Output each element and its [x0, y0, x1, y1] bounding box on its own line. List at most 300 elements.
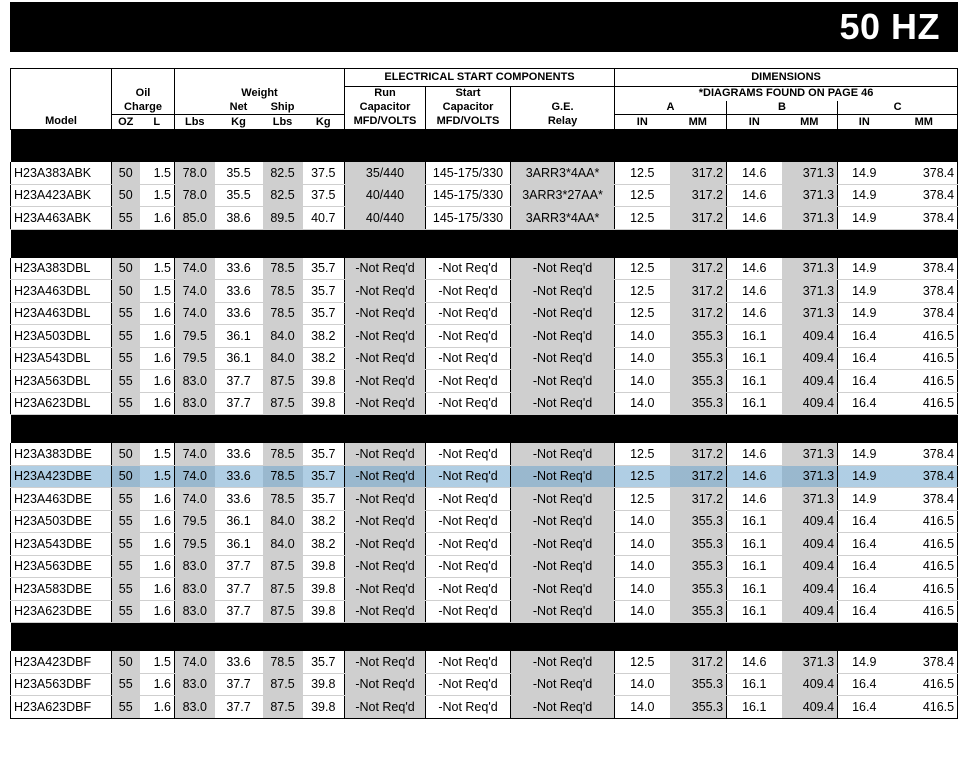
dim-c-mm-cell: 378.4 — [891, 280, 958, 303]
dim-c-header: C — [838, 101, 958, 115]
run-capacitor-cell: -Not Req'd — [345, 370, 426, 393]
dim-b-mm-cell: 409.4 — [782, 392, 838, 415]
relay-cell: -Not Req'd — [511, 347, 615, 370]
dim-c-in-cell: 14.9 — [838, 207, 891, 230]
dim-c-in-cell: 16.4 — [838, 578, 891, 601]
dim-c-in-cell: 16.4 — [838, 510, 891, 533]
oil-l-cell: 1.5 — [140, 443, 175, 465]
dim-b-mm-cell: 371.3 — [782, 465, 838, 488]
dim-b-in-cell: 16.1 — [727, 325, 782, 348]
dim-a-in-cell: 12.5 — [615, 207, 670, 230]
net-kg-cell: 38.6 — [215, 207, 263, 230]
relay-header: Relay — [511, 115, 615, 130]
ship-kg-cell: 40.7 — [303, 207, 345, 230]
table-row — [11, 488, 958, 511]
run-capacitor-cell: -Not Req'd — [345, 488, 426, 511]
oil-l-cell: 1.6 — [140, 510, 175, 533]
net-lbs-cell: 78.0 — [175, 184, 215, 207]
dim-c-mm-cell: 416.5 — [891, 347, 958, 370]
start-capacitor-cell: 145-175/330 — [426, 184, 511, 207]
net-lbs-cell: 74.0 — [175, 651, 215, 673]
dim-c-mm-cell: 416.5 — [891, 533, 958, 556]
dim-c-in-cell: 16.4 — [838, 673, 891, 696]
start-capacitor-cell: 145-175/330 — [426, 207, 511, 230]
dim-c-mm-cell: 416.5 — [891, 600, 958, 623]
oil-oz-cell: 55 — [112, 533, 140, 556]
ship-kg-cell: 38.2 — [303, 510, 345, 533]
dim-b-mm-cell: 371.3 — [782, 207, 838, 230]
start-capacitor-cell: -Not Req'd — [426, 533, 511, 556]
dimensions-header: DIMENSIONS — [615, 69, 958, 87]
dim-a-in-cell: 14.0 — [615, 578, 670, 601]
dim-a-mm-cell: 317.2 — [670, 465, 727, 488]
model-cell: H23A563DBF — [11, 673, 112, 696]
dim-c-in-cell: 16.4 — [838, 533, 891, 556]
oil-oz-cell: 50 — [112, 162, 140, 184]
net-lbs-cell: 79.5 — [175, 533, 215, 556]
relay-cell: 3ARR3*27AA* — [511, 184, 615, 207]
dim-b-in-cell: 16.1 — [727, 370, 782, 393]
ship-kg-cell: 39.8 — [303, 673, 345, 696]
group-separator — [11, 229, 958, 258]
net-kg-cell: 33.6 — [215, 302, 263, 325]
model-cell: H23A383DBL — [11, 258, 112, 280]
table-row — [11, 302, 958, 325]
dim-a-mm-cell: 355.3 — [670, 510, 727, 533]
oil-oz-cell: 55 — [112, 510, 140, 533]
table-row — [11, 258, 958, 280]
table-row — [11, 465, 958, 488]
oil-l-cell: 1.6 — [140, 370, 175, 393]
start-capacitor-header-1: Start — [426, 87, 511, 101]
ship-kg-cell: 39.8 — [303, 578, 345, 601]
oil-oz-cell: 55 — [112, 488, 140, 511]
net-header: Net — [229, 100, 248, 113]
ship-kg-cell: 35.7 — [303, 258, 345, 280]
net-kg-cell: 37.7 — [215, 673, 263, 696]
net-lbs-header: Lbs — [175, 115, 215, 130]
run-capacitor-cell: -Not Req'd — [345, 555, 426, 578]
start-capacitor-header-2: Capacitor — [426, 101, 511, 115]
oil-oz-cell: 55 — [112, 207, 140, 230]
header-banner — [10, 2, 958, 52]
dim-c-mm-cell: 416.5 — [891, 673, 958, 696]
dim-c-mm-cell: 416.5 — [891, 578, 958, 601]
dim-c-mm-cell: 416.5 — [891, 696, 958, 719]
relay-cell: -Not Req'd — [511, 258, 615, 280]
oil-l-cell: 1.6 — [140, 302, 175, 325]
table-header — [11, 69, 958, 130]
ship-lbs-cell: 87.5 — [263, 392, 303, 415]
dim-c-mm-cell: 378.4 — [891, 184, 958, 207]
dim-c-in-cell: 14.9 — [838, 162, 891, 184]
dim-b-in-cell: 14.6 — [727, 162, 782, 184]
ship-kg-cell: 37.5 — [303, 162, 345, 184]
dim-c-in-cell: 14.9 — [838, 651, 891, 673]
run-capacitor-cell: 40/440 — [345, 207, 426, 230]
table-row — [11, 162, 958, 184]
group-separator-bar — [11, 415, 958, 444]
run-capacitor-cell: -Not Req'd — [345, 578, 426, 601]
oil-l-cell: 1.5 — [140, 162, 175, 184]
table-row — [11, 347, 958, 370]
net-kg-cell: 36.1 — [215, 325, 263, 348]
ship-lbs-cell: 87.5 — [263, 578, 303, 601]
oil-oz-cell: 55 — [112, 325, 140, 348]
model-cell: H23A463DBE — [11, 488, 112, 511]
net-kg-cell: 35.5 — [215, 162, 263, 184]
table-row — [11, 510, 958, 533]
oil-l-cell: 1.5 — [140, 651, 175, 673]
oil-l-cell: 1.6 — [140, 600, 175, 623]
table-row — [11, 555, 958, 578]
dim-b-mm-cell: 409.4 — [782, 325, 838, 348]
dim-b-mm-cell: 371.3 — [782, 302, 838, 325]
model-cell: H23A583DBE — [11, 578, 112, 601]
model-cell: H23A503DBL — [11, 325, 112, 348]
table-row — [11, 578, 958, 601]
dim-a-in-cell: 12.5 — [615, 302, 670, 325]
dim-a-in-cell: 14.0 — [615, 600, 670, 623]
weight-header: Weight — [175, 87, 345, 101]
dim-c-in-header: IN — [838, 115, 891, 130]
net-lbs-cell: 83.0 — [175, 600, 215, 623]
dim-a-mm-header: MM — [670, 115, 727, 130]
ship-header: Ship — [270, 100, 295, 113]
oil-oz-cell: 55 — [112, 673, 140, 696]
dim-a-mm-cell: 317.2 — [670, 162, 727, 184]
diagrams-note: *DIAGRAMS FOUND ON PAGE 46 — [615, 87, 958, 101]
net-lbs-cell: 74.0 — [175, 488, 215, 511]
run-capacitor-cell: -Not Req'd — [345, 443, 426, 465]
liter-header: L — [140, 115, 175, 130]
ship-lbs-cell: 89.5 — [263, 207, 303, 230]
dim-b-in-cell: 16.1 — [727, 600, 782, 623]
ship-lbs-cell: 84.0 — [263, 325, 303, 348]
dim-b-mm-cell: 371.3 — [782, 162, 838, 184]
run-capacitor-cell: -Not Req'd — [345, 258, 426, 280]
net-lbs-cell: 83.0 — [175, 578, 215, 601]
net-lbs-cell: 85.0 — [175, 207, 215, 230]
table-body — [11, 130, 958, 719]
oil-oz-cell: 55 — [112, 555, 140, 578]
relay-cell: -Not Req'd — [511, 443, 615, 465]
ship-lbs-header: Lbs — [263, 115, 303, 130]
dim-a-in-cell: 14.0 — [615, 696, 670, 719]
run-capacitor-cell: -Not Req'd — [345, 510, 426, 533]
dim-a-in-cell: 14.0 — [615, 673, 670, 696]
model-cell: H23A463DBL — [11, 302, 112, 325]
ship-kg-cell: 37.5 — [303, 184, 345, 207]
oil-l-cell: 1.6 — [140, 347, 175, 370]
net-lbs-cell: 83.0 — [175, 392, 215, 415]
oil-l-cell: 1.5 — [140, 280, 175, 303]
net-kg-cell: 33.6 — [215, 488, 263, 511]
electrical-start-components-header: ELECTRICAL START COMPONENTS — [345, 69, 615, 87]
dim-b-mm-cell: 371.3 — [782, 443, 838, 465]
net-lbs-cell: 79.5 — [175, 347, 215, 370]
net-lbs-cell: 74.0 — [175, 443, 215, 465]
dim-a-in-cell: 14.0 — [615, 325, 670, 348]
dim-b-mm-cell: 409.4 — [782, 555, 838, 578]
dim-b-in-cell: 16.1 — [727, 510, 782, 533]
start-capacitor-cell: -Not Req'd — [426, 651, 511, 673]
model-cell: H23A543DBL — [11, 347, 112, 370]
ship-lbs-cell: 84.0 — [263, 347, 303, 370]
net-kg-cell: 36.1 — [215, 533, 263, 556]
dim-a-in-cell: 14.0 — [615, 510, 670, 533]
dim-a-in-cell: 14.0 — [615, 533, 670, 556]
dim-a-in-cell: 14.0 — [615, 370, 670, 393]
net-kg-header: Kg — [215, 115, 263, 130]
dim-b-in-cell: 14.6 — [727, 258, 782, 280]
ge-header: G.E. — [511, 101, 615, 115]
net-kg-cell: 36.1 — [215, 510, 263, 533]
dim-b-mm-cell: 371.3 — [782, 651, 838, 673]
ship-lbs-cell: 87.5 — [263, 696, 303, 719]
ship-kg-cell: 39.8 — [303, 392, 345, 415]
group-separator-bar — [11, 623, 958, 652]
net-lbs-cell: 83.0 — [175, 673, 215, 696]
run-capacitor-cell: -Not Req'd — [345, 673, 426, 696]
dim-c-mm-cell: 378.4 — [891, 443, 958, 465]
run-capacitor-cell: 35/440 — [345, 162, 426, 184]
oil-oz-cell: 50 — [112, 443, 140, 465]
dim-b-mm-cell: 409.4 — [782, 578, 838, 601]
run-mfd-volts-header: MFD/VOLTS — [345, 115, 426, 130]
dim-b-in-cell: 16.1 — [727, 533, 782, 556]
dim-c-mm-cell: 416.5 — [891, 370, 958, 393]
relay-cell: -Not Req'd — [511, 488, 615, 511]
table-row — [11, 600, 958, 623]
model-cell: H23A423ABK — [11, 184, 112, 207]
oil-l-cell: 1.6 — [140, 533, 175, 556]
ship-lbs-cell: 78.5 — [263, 258, 303, 280]
oz-header: OZ — [112, 115, 140, 130]
run-capacitor-cell: -Not Req'd — [345, 533, 426, 556]
ship-lbs-cell: 78.5 — [263, 488, 303, 511]
ship-kg-cell: 39.8 — [303, 600, 345, 623]
start-capacitor-cell: -Not Req'd — [426, 578, 511, 601]
start-capacitor-cell: -Not Req'd — [426, 488, 511, 511]
dim-a-mm-cell: 355.3 — [670, 325, 727, 348]
relay-cell: -Not Req'd — [511, 600, 615, 623]
dim-c-in-cell: 16.4 — [838, 696, 891, 719]
oil-oz-cell: 55 — [112, 370, 140, 393]
table-row — [11, 673, 958, 696]
dim-c-in-cell: 14.9 — [838, 302, 891, 325]
ship-lbs-cell: 82.5 — [263, 162, 303, 184]
oil-oz-cell: 50 — [112, 258, 140, 280]
relay-cell: -Not Req'd — [511, 465, 615, 488]
start-capacitor-cell: -Not Req'd — [426, 696, 511, 719]
table-row — [11, 696, 958, 719]
oil-l-cell: 1.6 — [140, 673, 175, 696]
ship-lbs-cell: 78.5 — [263, 280, 303, 303]
ship-kg-cell: 35.7 — [303, 651, 345, 673]
dim-b-mm-cell: 371.3 — [782, 258, 838, 280]
dim-b-in-cell: 16.1 — [727, 578, 782, 601]
run-capacitor-header-2: Capacitor — [345, 101, 426, 115]
relay-cell: -Not Req'd — [511, 555, 615, 578]
table-row — [11, 325, 958, 348]
ship-lbs-cell: 78.5 — [263, 302, 303, 325]
dim-c-in-cell: 14.9 — [838, 280, 891, 303]
ship-kg-cell: 39.8 — [303, 555, 345, 578]
ship-lbs-cell: 87.5 — [263, 370, 303, 393]
ship-kg-cell: 35.7 — [303, 302, 345, 325]
net-kg-cell: 36.1 — [215, 347, 263, 370]
dim-a-mm-cell: 355.3 — [670, 347, 727, 370]
dim-b-mm-cell: 371.3 — [782, 184, 838, 207]
dim-c-in-cell: 14.9 — [838, 443, 891, 465]
dim-a-mm-cell: 355.3 — [670, 555, 727, 578]
relay-cell: -Not Req'd — [511, 578, 615, 601]
group-separator — [11, 130, 958, 163]
oil-l-cell: 1.6 — [140, 555, 175, 578]
oil-oz-cell: 55 — [112, 347, 140, 370]
ship-lbs-cell: 87.5 — [263, 600, 303, 623]
net-kg-cell: 37.7 — [215, 392, 263, 415]
dim-b-in-cell: 16.1 — [727, 555, 782, 578]
oil-oz-cell: 50 — [112, 280, 140, 303]
dim-c-mm-cell: 378.4 — [891, 488, 958, 511]
oil-oz-cell: 50 — [112, 184, 140, 207]
net-lbs-cell: 83.0 — [175, 555, 215, 578]
net-kg-cell: 33.6 — [215, 280, 263, 303]
dim-c-in-cell: 16.4 — [838, 370, 891, 393]
table-row — [11, 651, 958, 673]
table-row — [11, 392, 958, 415]
oil-l-cell: 1.6 — [140, 325, 175, 348]
oil-oz-cell: 55 — [112, 578, 140, 601]
relay-cell: -Not Req'd — [511, 533, 615, 556]
dim-a-in-cell: 12.5 — [615, 162, 670, 184]
dim-c-in-cell: 16.4 — [838, 600, 891, 623]
model-cell: H23A563DBE — [11, 555, 112, 578]
start-capacitor-cell: -Not Req'd — [426, 347, 511, 370]
table-row — [11, 184, 958, 207]
dim-c-in-cell: 14.9 — [838, 465, 891, 488]
dim-c-mm-cell: 416.5 — [891, 510, 958, 533]
table-row — [11, 443, 958, 465]
relay-cell: 3ARR3*4AA* — [511, 207, 615, 230]
net-kg-cell: 37.7 — [215, 578, 263, 601]
start-capacitor-cell: -Not Req'd — [426, 600, 511, 623]
run-capacitor-cell: -Not Req'd — [345, 600, 426, 623]
charge-header: Charge — [112, 101, 175, 115]
net-kg-cell: 37.7 — [215, 555, 263, 578]
table-row — [11, 533, 958, 556]
net-lbs-cell: 79.5 — [175, 325, 215, 348]
dim-b-in-cell: 14.6 — [727, 302, 782, 325]
dim-a-mm-cell: 355.3 — [670, 392, 727, 415]
dim-c-in-cell: 16.4 — [838, 347, 891, 370]
frequency-title: 50 HZ — [839, 6, 940, 47]
relay-cell: -Not Req'd — [511, 302, 615, 325]
start-capacitor-cell: -Not Req'd — [426, 465, 511, 488]
run-capacitor-cell: -Not Req'd — [345, 325, 426, 348]
ship-kg-cell: 39.8 — [303, 370, 345, 393]
dim-a-in-cell: 14.0 — [615, 392, 670, 415]
dim-c-mm-cell: 378.4 — [891, 207, 958, 230]
oil-l-cell: 1.6 — [140, 488, 175, 511]
dim-a-mm-cell: 317.2 — [670, 258, 727, 280]
model-cell: H23A623DBL — [11, 392, 112, 415]
start-capacitor-cell: -Not Req'd — [426, 673, 511, 696]
run-capacitor-cell: -Not Req'd — [345, 696, 426, 719]
run-capacitor-cell: -Not Req'd — [345, 651, 426, 673]
net-kg-cell: 35.5 — [215, 184, 263, 207]
model-cell: H23A623DBF — [11, 696, 112, 719]
relay-cell: -Not Req'd — [511, 392, 615, 415]
oil-oz-cell: 55 — [112, 600, 140, 623]
net-kg-cell: 37.7 — [215, 600, 263, 623]
dim-b-mm-cell: 409.4 — [782, 370, 838, 393]
relay-cell: -Not Req'd — [511, 280, 615, 303]
model-cell: H23A623DBE — [11, 600, 112, 623]
ship-kg-cell: 35.7 — [303, 488, 345, 511]
dim-c-mm-cell: 378.4 — [891, 302, 958, 325]
oil-oz-cell: 55 — [112, 392, 140, 415]
table-row — [11, 280, 958, 303]
start-capacitor-cell: -Not Req'd — [426, 302, 511, 325]
dim-a-mm-cell: 317.2 — [670, 443, 727, 465]
dim-b-mm-cell: 409.4 — [782, 696, 838, 719]
net-lbs-cell: 74.0 — [175, 302, 215, 325]
group-separator-bar — [11, 130, 958, 163]
dim-c-mm-cell: 416.5 — [891, 325, 958, 348]
dim-c-in-cell: 16.4 — [838, 555, 891, 578]
dim-b-in-cell: 16.1 — [727, 347, 782, 370]
dim-b-in-cell: 14.6 — [727, 280, 782, 303]
dim-c-mm-cell: 378.4 — [891, 465, 958, 488]
dim-b-in-cell: 16.1 — [727, 673, 782, 696]
ship-lbs-cell: 87.5 — [263, 673, 303, 696]
oil-l-cell: 1.5 — [140, 184, 175, 207]
ship-kg-cell: 35.7 — [303, 280, 345, 303]
dim-c-mm-cell: 378.4 — [891, 651, 958, 673]
oil-l-cell: 1.6 — [140, 392, 175, 415]
model-cell: H23A503DBE — [11, 510, 112, 533]
net-lbs-cell: 83.0 — [175, 370, 215, 393]
start-capacitor-cell: -Not Req'd — [426, 443, 511, 465]
oil-l-cell: 1.5 — [140, 465, 175, 488]
dim-a-mm-cell: 355.3 — [670, 370, 727, 393]
oil-l-cell: 1.6 — [140, 696, 175, 719]
oil-l-cell: 1.5 — [140, 258, 175, 280]
dim-b-in-cell: 14.6 — [727, 443, 782, 465]
start-capacitor-cell: -Not Req'd — [426, 258, 511, 280]
dim-a-in-cell: 12.5 — [615, 488, 670, 511]
net-lbs-cell: 79.5 — [175, 510, 215, 533]
start-capacitor-cell: -Not Req'd — [426, 280, 511, 303]
dim-b-in-cell: 14.6 — [727, 465, 782, 488]
model-cell: H23A543DBE — [11, 533, 112, 556]
ship-lbs-cell: 78.5 — [263, 443, 303, 465]
dim-a-mm-cell: 317.2 — [670, 207, 727, 230]
ship-kg-header: Kg — [303, 115, 345, 130]
group-separator-bar — [11, 229, 958, 258]
model-cell: H23A423DBF — [11, 651, 112, 673]
dim-b-header: B — [727, 101, 838, 115]
start-capacitor-cell: -Not Req'd — [426, 325, 511, 348]
dim-c-mm-cell: 416.5 — [891, 555, 958, 578]
model-cell: H23A383ABK — [11, 162, 112, 184]
relay-cell: -Not Req'd — [511, 673, 615, 696]
oil-oz-cell: 50 — [112, 651, 140, 673]
model-cell: H23A563DBL — [11, 370, 112, 393]
